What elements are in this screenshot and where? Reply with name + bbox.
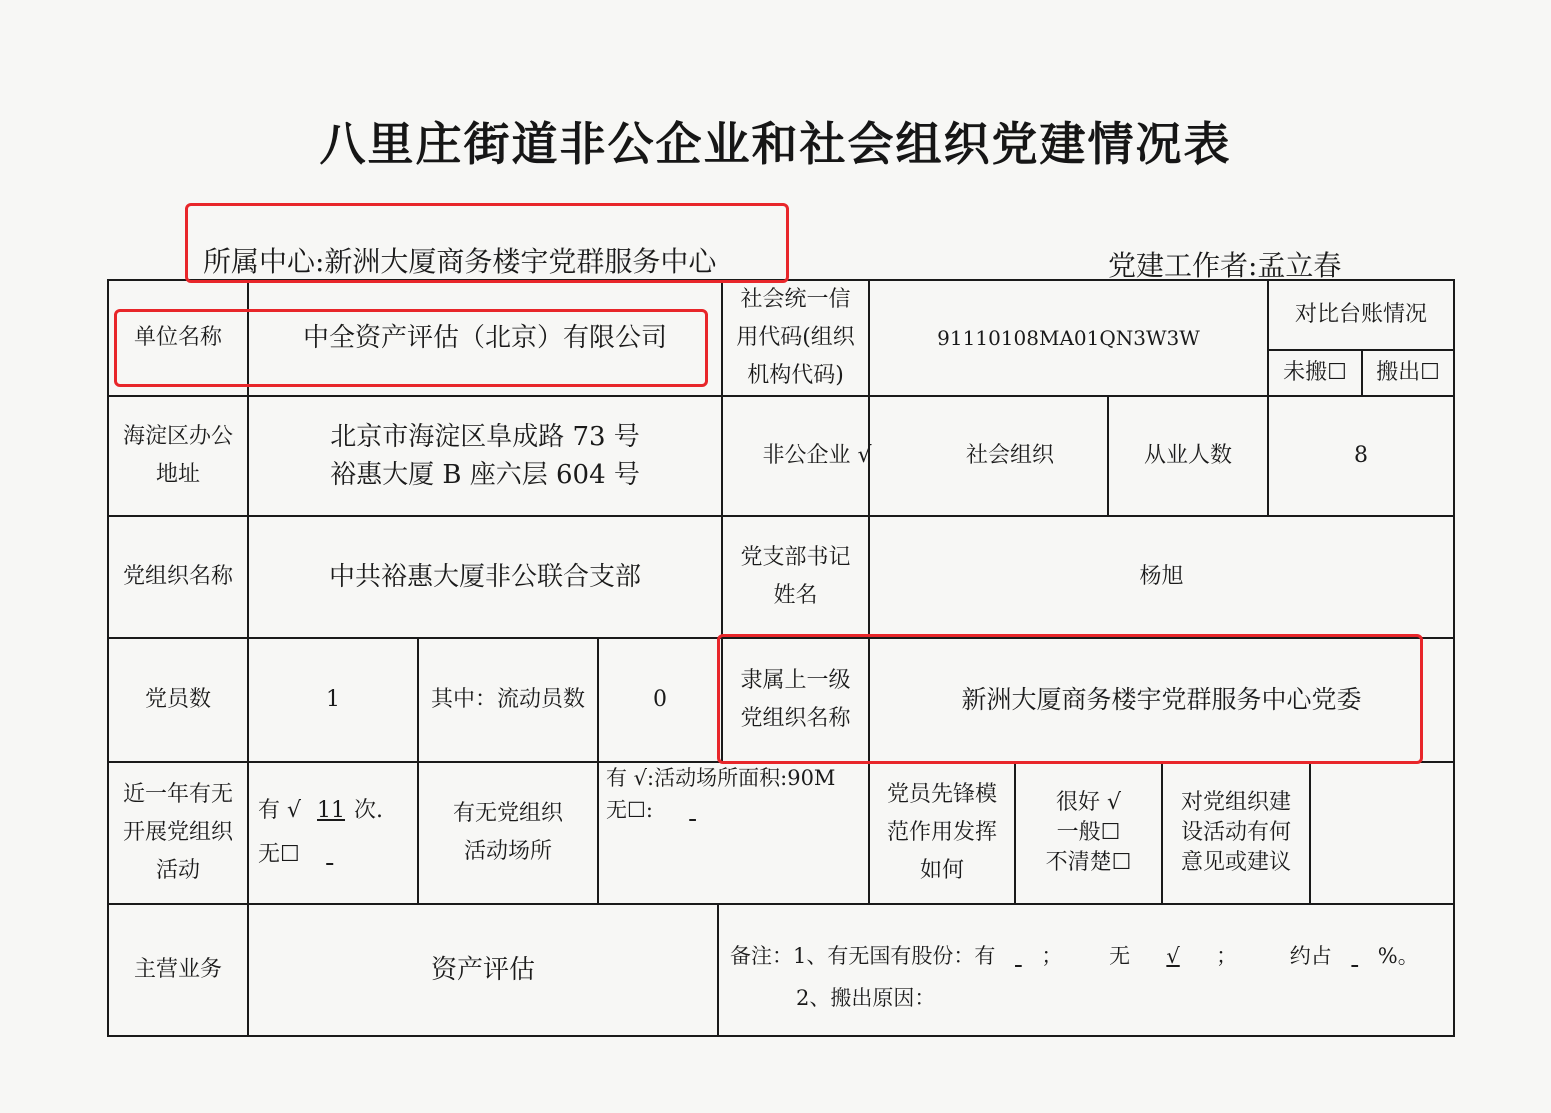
party-worker: 党建工作者:孟立春 — [1108, 249, 1342, 282]
credit-code-label: 社会统一信用代码(组织机构代码) — [736, 287, 855, 388]
activity-times-unit: 次. — [354, 798, 384, 823]
activity-options — [248, 762, 418, 904]
rating-normal-option[interactable]: 一般☐ — [1056, 820, 1121, 845]
activity-label: 近一年有无开展党组织活动 — [122, 782, 233, 883]
activity-yes-label: 有 √ — [258, 798, 302, 823]
main-business-label: 主营业务 — [133, 957, 222, 982]
compare-ledger-label: 对比台账情况 — [1294, 302, 1427, 327]
share-ratio-label: 约占 — [1289, 944, 1332, 968]
social-org-option[interactable]: 社会组织 — [965, 443, 1054, 468]
activity-yes-option[interactable] — [258, 792, 383, 830]
affiliated-center: 所属中心:新洲大厦商务楼宇党群服务中心 — [203, 245, 717, 278]
party-org-value: 中共裕惠大厦非公联合支部 — [328, 562, 641, 592]
floating-members-label: 其中：流动员数 — [430, 687, 585, 712]
not-moved-checkbox[interactable]: 未搬☐ — [1283, 360, 1347, 385]
venue-options — [598, 762, 869, 904]
venue-yes-option[interactable]: 有 √:活动场所面积:90M — [606, 766, 836, 790]
office-address-label: 海淀区办公地址 — [122, 424, 233, 487]
secretary-label: 党支部书记姓名 — [740, 545, 851, 608]
party-org-label: 党组织名称 — [122, 564, 233, 589]
members-label: 党员数 — [144, 687, 211, 712]
moved-out-checkbox[interactable]: 搬出☐ — [1376, 360, 1440, 385]
state-share-no-check: √ — [1166, 944, 1180, 968]
activity-no-option[interactable] — [258, 836, 353, 874]
annotation-box-unit — [114, 309, 708, 387]
main-business-value: 资产评估 — [430, 955, 535, 985]
address-line-1: 北京市海淀区阜成路 73 号 — [330, 422, 640, 452]
pioneer-label: 党员先锋模范作用发挥如何 — [886, 782, 997, 883]
pioneer-rating — [1015, 762, 1162, 904]
unit-name-value: 中全资产评估（北京）有限公司 — [302, 323, 667, 353]
office-address-value — [248, 396, 722, 516]
non-public-enterprise-option[interactable]: 非公企业 √ — [762, 443, 872, 468]
unit-name-label: 单位名称 — [133, 325, 222, 350]
state-share-no-label: 无 — [1109, 944, 1131, 968]
superior-org-value: 新洲大厦商务楼宇党群服务中心党委 — [961, 685, 1362, 714]
credit-code-value: 91110108MA01QN3W3W — [937, 326, 1200, 350]
rating-unclear-option[interactable]: 不清楚☐ — [1045, 850, 1132, 875]
annotation-box-superior — [717, 634, 1423, 764]
form-title: 八里庄街道非公企业和社会组织党建情况表 — [319, 117, 1232, 171]
remark-line-1: 备注：1、有无国有股份：有 ； 无 √ ； 约占 %。 — [730, 935, 1419, 977]
share-ratio-blank — [1332, 935, 1378, 977]
staff-count-label: 从业人数 — [1143, 443, 1232, 468]
venue-no-label: 无☐: — [606, 798, 653, 822]
address-line-2: 裕惠大厦 B 座六层 604 号 — [330, 460, 640, 490]
secretary-value: 杨旭 — [1139, 564, 1184, 589]
superior-org-label: 隶属上一级党组织名称 — [740, 668, 851, 731]
remark-line-2: 2、搬出原因： — [796, 986, 936, 1010]
venue-no-option[interactable] — [606, 794, 726, 826]
share-ratio-unit: %。 — [1377, 944, 1419, 968]
opinion-value[interactable] — [1310, 762, 1454, 904]
venue-no-blank — [660, 794, 726, 826]
annotation-box-center — [185, 203, 789, 283]
opinion-label: 对党组织建设活动有何意见或建议 — [1180, 790, 1291, 875]
state-share-yes-blank — [995, 935, 1041, 977]
remarks — [730, 935, 1419, 1019]
activity-no-label: 无☐ — [258, 842, 300, 867]
floating-members-value: 0 — [653, 687, 667, 712]
state-share-label: 备注：1、有无国有股份：有 — [730, 944, 996, 968]
rating-good-option[interactable]: 很好 √ — [1055, 790, 1121, 815]
activity-no-blank — [307, 836, 353, 874]
venue-label: 有无党组织活动场所 — [452, 801, 563, 864]
staff-count-value: 8 — [1354, 443, 1368, 468]
activity-times: 11 — [317, 798, 346, 823]
members-value: 1 — [326, 687, 340, 712]
